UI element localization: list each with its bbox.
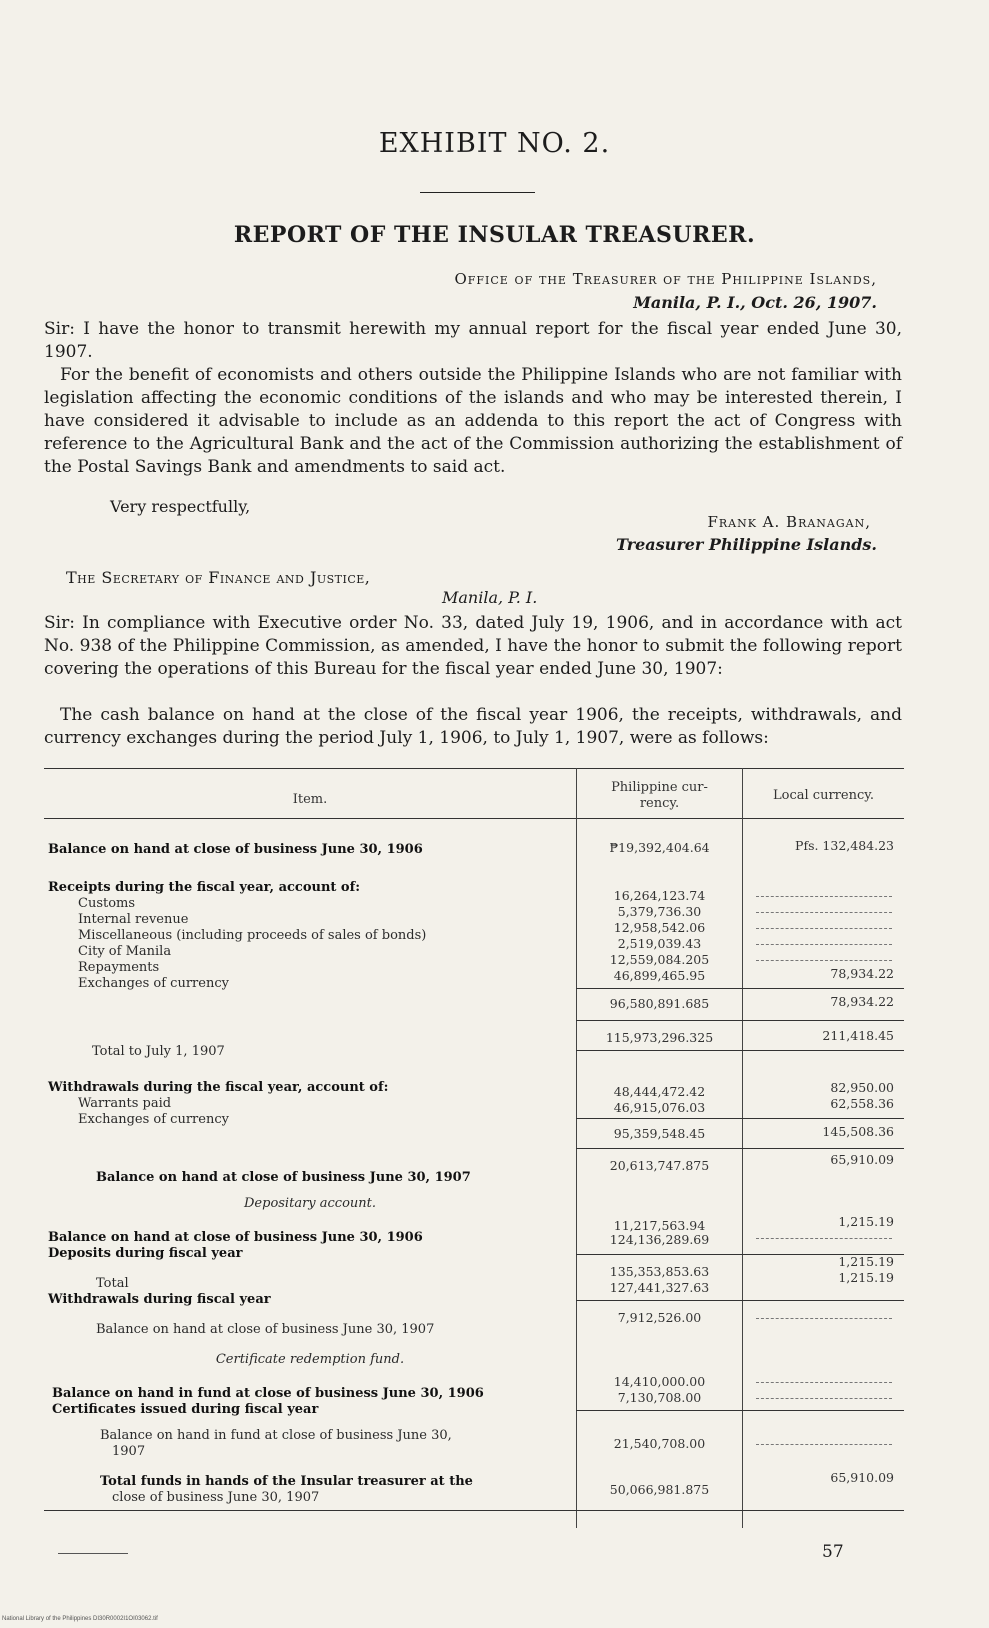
- depositary-balance-1907-label: Balance on hand at close of business June 30, 1907: [96, 1322, 435, 1337]
- letter2-paragraph1: Sir: In compliance with Executive order No. 33, dated July 19, 1906, and in accordance with act No. 938 of the Philippine Commission, as amended, I have the honor to submit the following report covering the operations of this Bureau for the fiscal year ended June 30, 1907:: [44, 613, 902, 679]
- total-july-label: Total to July 1, 1907: [92, 1044, 225, 1059]
- certificate-heading: Certificate redemption fund.: [215, 1352, 405, 1367]
- title-divider: [420, 192, 535, 193]
- row-balance-1906-local: Pfs. 132,484.23: [795, 838, 894, 853]
- withdrawal-row-local: 62,558.36: [830, 1096, 894, 1111]
- subtotal-rule: [576, 1300, 904, 1301]
- certificate-balance-1907-label-line1: Balance on hand in fund at close of business June 30,: [100, 1428, 452, 1443]
- receipts-subtotal-phil: 96,580,891.685: [609, 996, 710, 1011]
- header-item: Item.: [292, 792, 328, 807]
- subtotal-rule: [576, 1148, 904, 1149]
- depositary-heading: Depositary account.: [244, 1196, 376, 1211]
- receipt-row-phil: 46,899,465.95: [613, 968, 706, 983]
- balance-1907-local: 65,910.09: [830, 1152, 894, 1167]
- receipt-row-phil: 2,519,039.43: [617, 936, 702, 951]
- depositary-balance-1906-label: Balance on hand at close of business June 30, 1906: [48, 1230, 423, 1245]
- letter1-paragraph2: For the benefit of economists and others outside the Philippine Islands who are not familiar with legislation affecting the economic conditions of the islands and who may be interested therein, I have considered it advisable to include as an addenda to this report the act of Congress with reference to the Agricultural Bank and the act of the Commission authorizing the establishment of the Postal Savings Bank and amendments to said act.: [44, 365, 902, 477]
- scan-footer-note: National Library of the Philippines DI30R0002I1OI03062.tif: [2, 1616, 158, 1622]
- depositary-withdrawals-label: Withdrawals during fiscal year: [48, 1292, 271, 1307]
- depositary-total-label: Total: [96, 1276, 129, 1291]
- letter2-paragraph2: The cash balance on hand at the close of the fiscal year 1906, the receipts, withdrawals, and currency exchanges during the period July 1, 1906, to July 1, 1907, were as follows:: [44, 705, 902, 748]
- withdrawal-row-phil: 46,915,076.03: [613, 1100, 706, 1115]
- receipt-row-phil: 12,958,542.06: [613, 920, 706, 935]
- balance-1907-label: Balance on hand at close of business June 30, 1907: [96, 1170, 471, 1185]
- subtotal-rule: [576, 1020, 904, 1021]
- row-balance-1906-phil: ₱19,392,404.64: [609, 840, 710, 855]
- certificate-balance-1906-phil: 14,410,000.00: [613, 1374, 706, 1389]
- receipts-heading: Receipts during the fiscal year, account of:: [48, 880, 360, 895]
- subtotal-rule: [576, 1410, 904, 1411]
- empty-cell-dash: [756, 1238, 892, 1239]
- depositary-deposits-phil: 124,136,289.69: [609, 1232, 710, 1247]
- certificate-balance-1907-label-line2: 1907: [112, 1444, 146, 1459]
- empty-cell-dash: [756, 1398, 892, 1399]
- certificate-balance-1906-label: Balance on hand in fund at close of business June 30, 1906: [52, 1386, 484, 1401]
- receipt-row-phil: 12,559,084.205: [609, 952, 710, 967]
- certificate-balance-1907-phil: 21,540,708.00: [613, 1436, 706, 1451]
- office-line: Office of the Treasurer of the Philippine Islands,: [454, 270, 877, 288]
- header-local: Local currency.: [773, 788, 874, 803]
- exhibit-heading: EXHIBIT NO. 2.: [378, 128, 611, 159]
- withdrawal-row-label: Warrants paid: [78, 1096, 172, 1111]
- balance-1907-phil: 20,613,747.875: [609, 1158, 710, 1173]
- signer-title: Treasurer Philippine Islands.: [615, 535, 877, 554]
- receipt-row-local: 78,934.22: [830, 966, 894, 981]
- empty-cell-dash: [756, 960, 892, 961]
- addressee-place: Manila, P. I.: [442, 588, 538, 607]
- letter1-paragraph1: Sir: I have the honor to transmit herewith my annual report for the fiscal year ended June 30, 1907.: [44, 319, 902, 362]
- depositary-balance-1906-phil: 11,217,563.94: [613, 1218, 706, 1233]
- depositary-balance-1907-phil: 7,912,526.00: [617, 1310, 702, 1325]
- receipt-row-label: Repayments: [78, 960, 160, 975]
- empty-cell-dash: [756, 928, 892, 929]
- receipt-row-label: Customs: [78, 896, 136, 911]
- depositary-total-phil: 135,353,853.63: [609, 1264, 710, 1279]
- receipt-row-phil: 5,379,736.30: [617, 904, 702, 919]
- total-july-phil: 115,973,296.325: [605, 1030, 714, 1045]
- depositary-withdrawals-local: 1,215.19: [838, 1270, 894, 1285]
- header-phil-line2: rency.: [639, 796, 680, 811]
- receipt-row-label: Exchanges of currency: [78, 976, 229, 991]
- empty-cell-dash: [756, 1318, 892, 1319]
- depositary-balance-1906-local: 1,215.19: [838, 1214, 894, 1229]
- financial-table: [44, 768, 904, 1534]
- depositary-withdrawals-phil: 127,441,327.63: [609, 1280, 710, 1295]
- withdrawal-row-local: 82,950.00: [830, 1080, 894, 1095]
- receipt-row-label: Internal revenue: [78, 912, 189, 927]
- receipt-row-label: City of Manila: [78, 944, 172, 959]
- row-balance-1906-label: Balance on hand at close of business June 30, 1906: [48, 842, 423, 857]
- empty-cell-dash: [756, 912, 892, 913]
- signer-name: Frank A. Branagan,: [707, 513, 871, 531]
- total-funds-label-line1: Total funds in hands of the Insular treasurer at the: [100, 1474, 473, 1489]
- depositary-total-local: 1,215.19: [838, 1254, 894, 1269]
- total-funds-phil: 50,066,981.875: [609, 1482, 710, 1497]
- total-rule: [576, 1050, 904, 1051]
- empty-cell-dash: [756, 944, 892, 945]
- depositary-deposits-label: Deposits during fiscal year: [48, 1246, 243, 1261]
- withdrawals-heading: Withdrawals during the fiscal year, account of:: [48, 1080, 389, 1095]
- certificate-issued-label: Certificates issued during fiscal year: [52, 1402, 319, 1417]
- subtotal-rule: [576, 988, 904, 989]
- letter1-closing: Very respectfully,: [110, 497, 251, 516]
- certificate-issued-phil: 7,130,708.00: [617, 1390, 702, 1405]
- receipt-row-label: Miscellaneous (including proceeds of sales of bonds): [78, 928, 427, 943]
- table-top-rule: [44, 768, 904, 769]
- empty-cell-dash: [756, 1382, 892, 1383]
- withdrawal-row-phil: 48,444,472.42: [613, 1084, 706, 1099]
- empty-cell-dash: [756, 896, 892, 897]
- footer-rule: [58, 1553, 128, 1554]
- withdrawals-subtotal-phil: 95,359,548.45: [613, 1126, 706, 1141]
- withdrawals-subtotal-local: 145,508.36: [822, 1124, 894, 1139]
- report-title: REPORT OF THE INSULAR TREASURER.: [233, 222, 756, 248]
- place-date: Manila, P. I., Oct. 26, 1907.: [633, 293, 877, 312]
- addressee: The Secretary of Finance and Justice,: [66, 568, 371, 587]
- total-july-local: 211,418.45: [822, 1028, 894, 1043]
- table-bottom-rule: [44, 1510, 904, 1511]
- subtotal-rule: [576, 1118, 904, 1119]
- page-number: 57: [822, 1542, 844, 1562]
- total-funds-local: 65,910.09: [830, 1470, 894, 1485]
- header-phil-line1: Philippine cur-: [611, 780, 708, 795]
- withdrawal-row-label: Exchanges of currency: [78, 1112, 229, 1127]
- empty-cell-dash: [756, 1444, 892, 1445]
- total-funds-label-line2: close of business June 30, 1907: [112, 1490, 320, 1505]
- receipt-row-phil: 16,264,123.74: [613, 888, 706, 903]
- table-header-rule: [44, 818, 904, 819]
- receipts-subtotal-local: 78,934.22: [830, 994, 894, 1009]
